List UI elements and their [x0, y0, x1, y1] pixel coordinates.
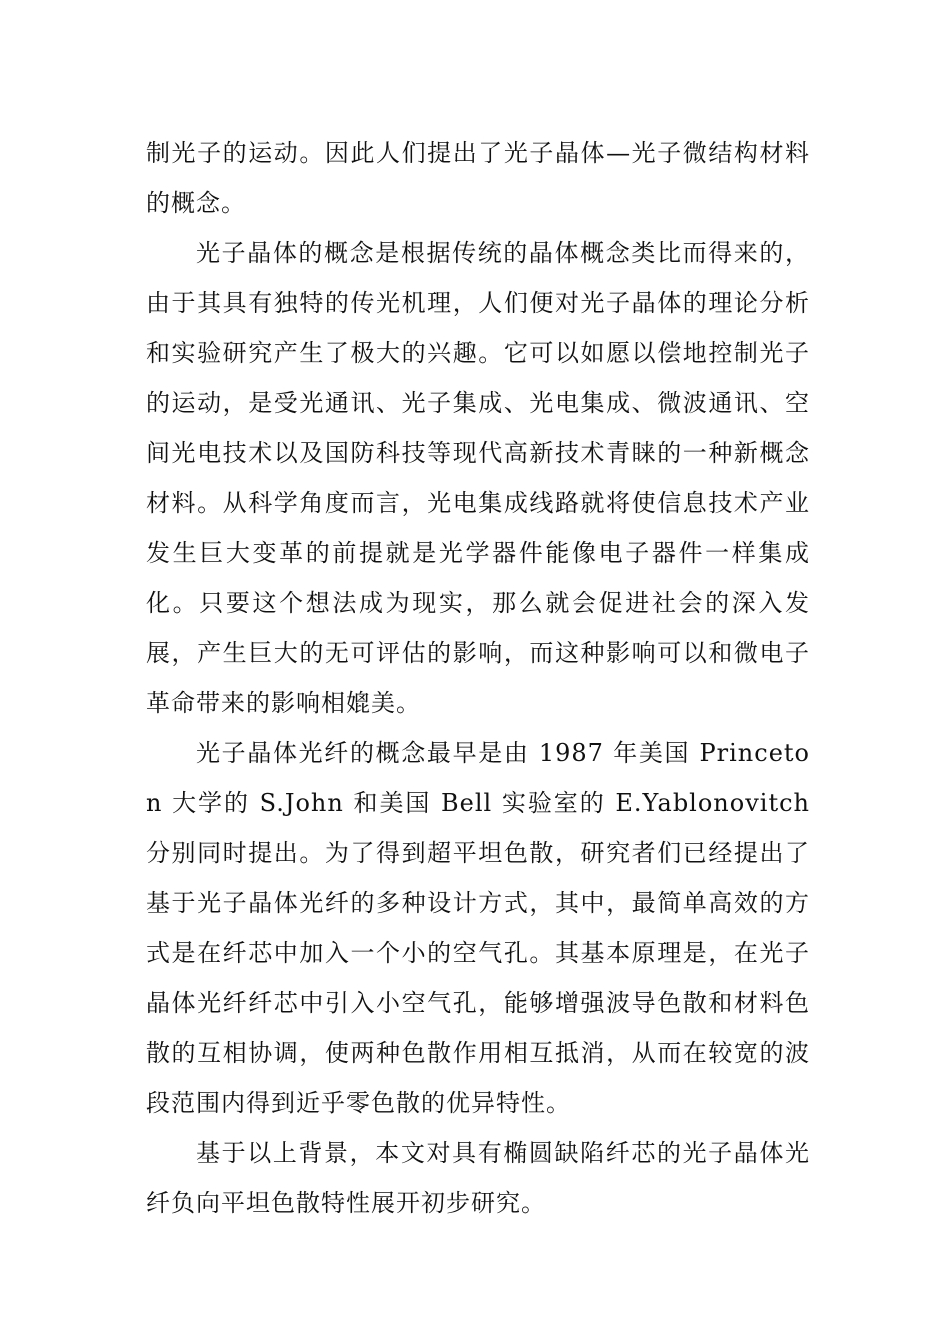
paragraph-continuation: 制光子的运动。因此人们提出了光子晶体—光子微结构材料的概念。	[146, 139, 810, 217]
paragraph-photonic-crystal-concept: 光子晶体的概念是根据传统的晶体概念类比而得来的，由于其具有独特的传光机理，人们便对光子晶体的理论分析和实验研究产生了极大的兴趣。它可以如愿以偿地控制光子的运动，是受光通讯、光子集成、光电集成、微波通讯、空间光电技术以及国防科技等现代高新技术青睐的一种新概念材料。从科学角度而言，光电集成线路就将使信息技术产业发生巨大变革的前提就是光学器件能像电子器件一样集成化。只要这个想法成为现实，那么就会促进社会的深入发展，产生巨大的无可评估的影响，而这种影响可以和微电子革命带来的影响相媲美。	[146, 239, 810, 717]
paragraph-photonic-crystal-fiber-history: 光子晶体光纤的概念最早是由 1987 年美国 Princeton 大学的 S.John 和美国 Bell 实验室的 E.Yablonovitch 分别同时提出。为了得到超平坦色散，研究者们已经提出了基于光子晶体光纤的多种设计方式，其中，最简单高效的方式是在纤芯中加入一个小的空气孔。其基本原理是，在光子晶体光纤纤芯中引入小空气孔，能够增强波导色散和材料色散的互相协调，使两种色散作用相互抵消，从而在较宽的波段范围内得到近乎零色散的优异特性。	[146, 739, 810, 1117]
document-body	[146, 128, 810, 1228]
paragraph-research-scope: 基于以上背景，本文对具有椭圆缺陷纤芯的光子晶体光纤负向平坦色散特性展开初步研究。	[146, 1139, 810, 1217]
